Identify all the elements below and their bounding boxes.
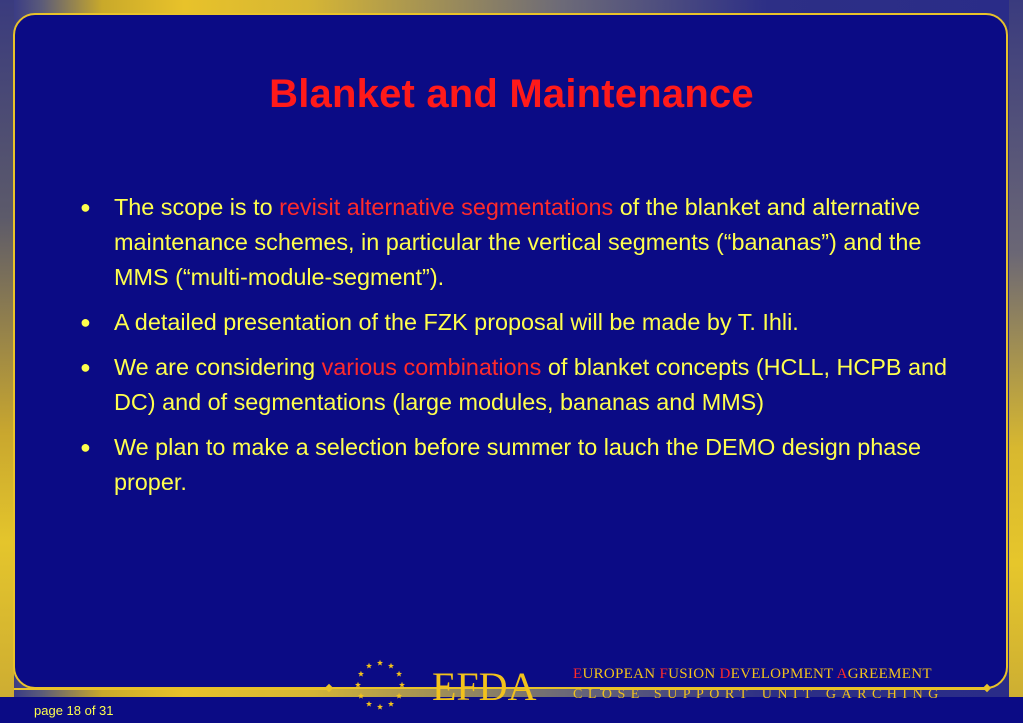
bullet-item bbox=[74, 350, 954, 420]
star-icon bbox=[377, 704, 383, 710]
bullet-text: We plan to make a selection before summer to lauch the DEMO design phase proper. bbox=[114, 434, 921, 495]
bullet-dot: ● bbox=[80, 357, 91, 377]
bullet-text: A detailed presentation of the FZK proposal will be made by T. Ihli. bbox=[114, 309, 799, 335]
bullet-text: of the blanket and alternative maintenance schemes, in particular the vertical segments (“bananas”) and the MMS (“multi-module-segment”). bbox=[114, 194, 922, 290]
star-icon bbox=[396, 671, 402, 677]
bullet-item bbox=[74, 430, 954, 500]
star-icon bbox=[358, 671, 364, 677]
eu-stars-icon bbox=[350, 655, 410, 715]
star-icon bbox=[388, 663, 394, 669]
org-unit-line: CLOSE SUPPORT UNIT GARCHING bbox=[573, 687, 944, 702]
bullet-text: of blanket concepts (HCLL, HCPB and DC) and of segmentations (large modules, bananas and MMS) bbox=[114, 354, 947, 415]
star-icon bbox=[377, 660, 383, 666]
footer-rule-left bbox=[14, 688, 330, 690]
star-icon bbox=[396, 693, 402, 699]
bullet-text: The scope is to bbox=[114, 194, 280, 220]
star-icon bbox=[358, 693, 364, 699]
bullet-dot: ● bbox=[80, 197, 91, 217]
efda-logo-text: EFDA bbox=[432, 664, 537, 709]
star-icon bbox=[366, 663, 372, 669]
org-name-line: EUROPEAN FUSION DEVELOPMENT AGREEMENT bbox=[573, 666, 932, 682]
bullet-list bbox=[74, 190, 954, 510]
page-number: page 18 of 31 bbox=[34, 703, 114, 718]
bullet-highlight: various combinations bbox=[321, 354, 542, 380]
star-icon bbox=[366, 701, 372, 707]
bullet-dot: ● bbox=[80, 437, 91, 457]
bullet-item bbox=[74, 305, 954, 340]
slide-title: Blanket and Maintenance bbox=[269, 72, 754, 116]
bullet-text: We are considering bbox=[114, 354, 322, 380]
star-icon bbox=[355, 682, 361, 688]
bullet-item bbox=[74, 190, 954, 295]
star-icon bbox=[388, 701, 394, 707]
star-icon bbox=[399, 682, 405, 688]
bullet-dot: ● bbox=[80, 312, 91, 332]
bullet-highlight: revisit alternative segmentations bbox=[279, 194, 614, 220]
